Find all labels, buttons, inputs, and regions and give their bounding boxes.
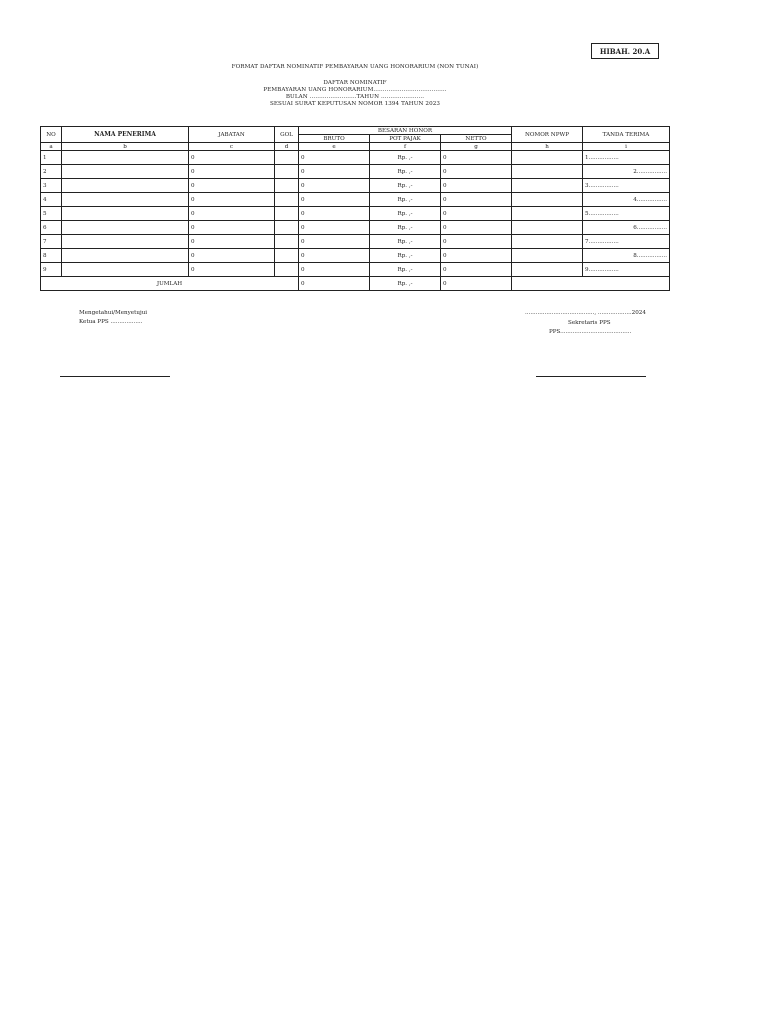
row-bruto: 0: [299, 235, 370, 249]
row-nomor-npwp: [512, 207, 583, 221]
list-title: DAFTAR NOMINATIF: [323, 80, 387, 86]
row-bruto: 0: [299, 179, 370, 193]
row-gol: [275, 249, 299, 263]
column-letter-row: [41, 143, 670, 151]
decree-line: SESUAI SURAT KEPUTUSAN NOMOR 1394 TAHUN 2023: [269, 101, 441, 107]
letter-i: i: [583, 143, 670, 151]
row-bruto: 0: [299, 165, 370, 179]
row-nama-penerima: [62, 193, 189, 207]
form-title: FORMAT DAFTAR NOMINATIF PEMBAYARAN UANG HONORARIUM (NON TUNAI): [231, 64, 479, 70]
header-bruto: BRUTO: [299, 135, 370, 143]
row-bruto: 0: [299, 249, 370, 263]
row-no: 7: [41, 235, 62, 249]
row-pot-pajak: Rp. ,-: [370, 165, 441, 179]
table-header-row: [41, 127, 670, 135]
row-netto: 0: [441, 207, 512, 221]
row-nomor-npwp: [512, 151, 583, 165]
row-nomor-npwp: [512, 193, 583, 207]
payment-title: PEMBAYARAN UANG HONORARIUM.......................................: [263, 87, 447, 93]
letter-d: d: [275, 143, 299, 151]
row-no: 8: [41, 249, 62, 263]
row-no: 5: [41, 207, 62, 221]
total-bruto: 0: [299, 277, 370, 291]
table-row: [41, 193, 670, 207]
row-netto: 0: [441, 193, 512, 207]
row-nama-penerima: [62, 165, 189, 179]
row-no: 1: [41, 151, 62, 165]
letter-a: a: [41, 143, 62, 151]
row-netto: 0: [441, 151, 512, 165]
letter-h: h: [512, 143, 583, 151]
row-bruto: 0: [299, 151, 370, 165]
row-nama-penerima: [62, 263, 189, 277]
row-pot-pajak: Rp. ,-: [370, 249, 441, 263]
row-pot-pajak: Rp. ,-: [370, 235, 441, 249]
header-jabatan: JABATAN: [189, 127, 275, 143]
row-nomor-npwp: [512, 235, 583, 249]
total-blank: [512, 277, 670, 291]
row-tanda-terima: 7.................: [583, 235, 670, 249]
table-row: [41, 263, 670, 277]
row-gol: [275, 151, 299, 165]
row-netto: 0: [441, 249, 512, 263]
row-gol: [275, 263, 299, 277]
header-pot-pajak: POT PAJAK: [370, 135, 441, 143]
row-nama-penerima: [62, 151, 189, 165]
table-row: [41, 165, 670, 179]
row-no: 6: [41, 221, 62, 235]
row-bruto: 0: [299, 193, 370, 207]
row-jabatan: 0: [189, 235, 275, 249]
row-pot-pajak: Rp. ,-: [370, 221, 441, 235]
row-netto: 0: [441, 263, 512, 277]
row-nama-penerima: [62, 235, 189, 249]
left-signature-line: [60, 376, 170, 377]
header-tanda-terima: TANDA TERIMA: [583, 127, 670, 143]
letter-b: b: [62, 143, 189, 151]
row-gol: [275, 165, 299, 179]
row-no: 3: [41, 179, 62, 193]
row-netto: 0: [441, 221, 512, 235]
row-tanda-terima: 9.................: [583, 263, 670, 277]
row-no: 2: [41, 165, 62, 179]
row-nama-penerima: [62, 221, 189, 235]
table-row: [41, 249, 670, 263]
row-jabatan: 0: [189, 263, 275, 277]
row-netto: 0: [441, 179, 512, 193]
row-bruto: 0: [299, 207, 370, 221]
row-tanda-terima: 8.................: [583, 249, 670, 263]
row-netto: 0: [441, 235, 512, 249]
row-jabatan: 0: [189, 193, 275, 207]
row-pot-pajak: Rp. ,-: [370, 179, 441, 193]
header-besaran-honor: BESARAN HONOR: [299, 127, 512, 135]
total-label: JUMLAH: [41, 277, 299, 291]
row-jabatan: 0: [189, 249, 275, 263]
letter-c: c: [189, 143, 275, 151]
row-nomor-npwp: [512, 249, 583, 263]
row-pot-pajak: Rp. ,-: [370, 207, 441, 221]
letter-e: e: [299, 143, 370, 151]
row-no: 9: [41, 263, 62, 277]
row-gol: [275, 179, 299, 193]
row-gol: [275, 235, 299, 249]
approval-label: Mengetahui/Menyetujui: [79, 310, 148, 316]
row-tanda-terima: 3.................: [583, 179, 670, 193]
total-pot-pajak: Rp. ,-: [370, 277, 441, 291]
header-nama-penerima: NAMA PENERIMA: [62, 127, 189, 143]
row-no: 4: [41, 193, 62, 207]
header-gol: GOL: [275, 127, 299, 143]
total-netto: 0: [441, 277, 512, 291]
place-date-line: ......................................., ...................2024: [525, 310, 646, 316]
row-nomor-npwp: [512, 263, 583, 277]
sekretaris-pps-label: Sekretaris PPS: [568, 320, 611, 326]
row-gol: [275, 221, 299, 235]
table-row: [41, 207, 670, 221]
right-signature-line: [536, 376, 646, 377]
row-jabatan: 0: [189, 179, 275, 193]
row-jabatan: 0: [189, 165, 275, 179]
row-nama-penerima: [62, 179, 189, 193]
row-jabatan: 0: [189, 207, 275, 221]
table-row: [41, 235, 670, 249]
row-netto: 0: [441, 165, 512, 179]
row-bruto: 0: [299, 221, 370, 235]
nominative-table: [40, 126, 670, 291]
row-nomor-npwp: [512, 165, 583, 179]
letter-f: f: [370, 143, 441, 151]
row-jabatan: 0: [189, 151, 275, 165]
letter-g: g: [441, 143, 512, 151]
row-bruto: 0: [299, 263, 370, 277]
header-netto: NETTO: [441, 135, 512, 143]
row-tanda-terima: 6.................: [583, 221, 670, 235]
row-pot-pajak: Rp. ,-: [370, 263, 441, 277]
header-no: NO: [41, 127, 62, 143]
row-jabatan: 0: [189, 221, 275, 235]
total-row: [41, 277, 670, 291]
table-row: [41, 221, 670, 235]
row-nama-penerima: [62, 249, 189, 263]
table-row: [41, 179, 670, 193]
period-line: BULAN .........................TAHUN .......................: [285, 94, 425, 100]
form-code-label: HIBAH. 20.A: [591, 43, 659, 59]
row-pot-pajak: Rp. ,-: [370, 151, 441, 165]
header-nomor-npwp: NOMOR NPWP: [512, 127, 583, 143]
row-tanda-terima: 2.................: [583, 165, 670, 179]
row-tanda-terima: 4.................: [583, 193, 670, 207]
row-tanda-terima: 5.................: [583, 207, 670, 221]
row-nomor-npwp: [512, 179, 583, 193]
ketua-pps-label: Ketua PPS ..................: [79, 319, 143, 325]
row-nama-penerima: [62, 207, 189, 221]
table-row: [41, 151, 670, 165]
row-tanda-terima: 1.................: [583, 151, 670, 165]
row-nomor-npwp: [512, 221, 583, 235]
row-gol: [275, 207, 299, 221]
row-pot-pajak: Rp. ,-: [370, 193, 441, 207]
pps-label: PPS........................................: [549, 329, 632, 335]
row-gol: [275, 193, 299, 207]
